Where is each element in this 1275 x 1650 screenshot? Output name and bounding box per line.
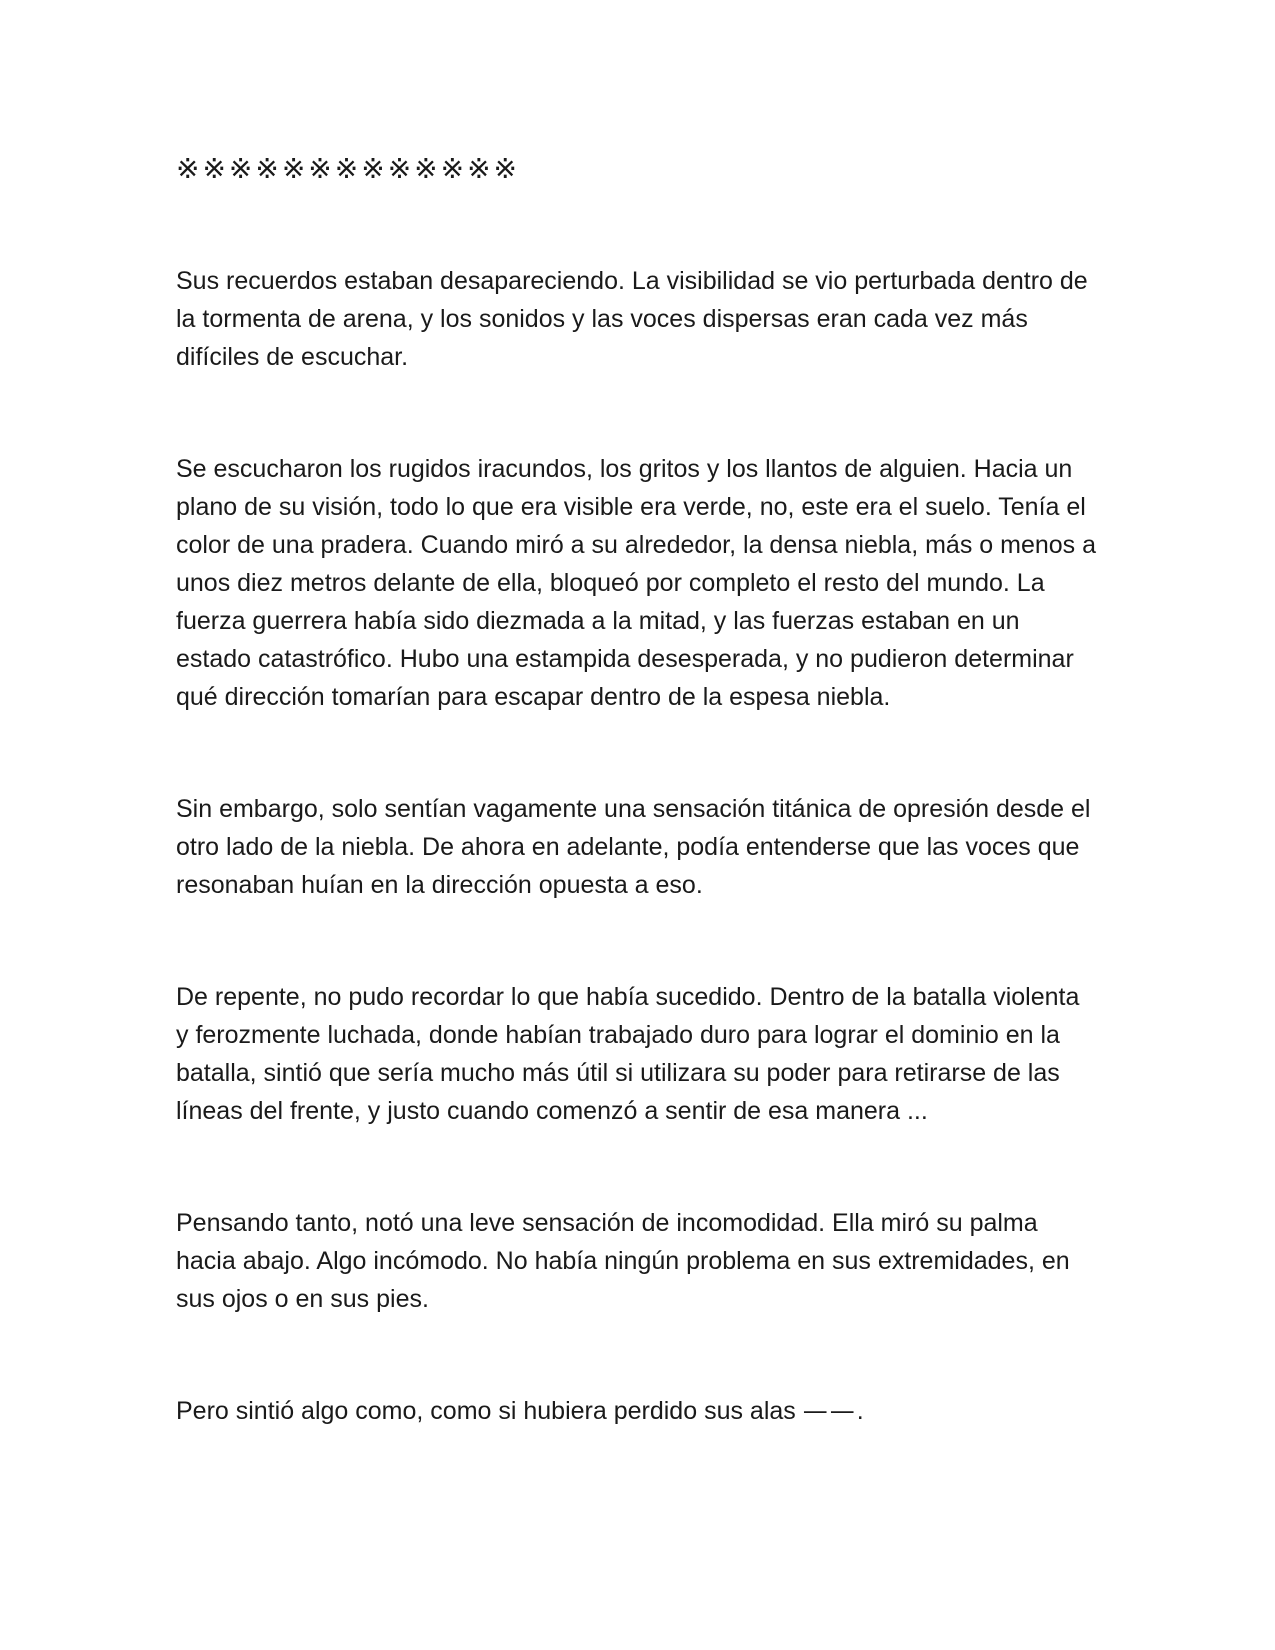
paragraph-3: Sin embargo, solo sentían vagamente una sensación titánica de opresión desde el otro lado de la niebla. De ahora en adelante, podía entenderse que las voces que resonaban huían en la dirección opuesta a eso. [176, 795, 1091, 899]
em-dash: —— [802, 1396, 857, 1425]
paragraph-6-text: Pero sintió algo como, como si hubiera perdido sus alas [176, 1397, 803, 1425]
section-separator: ※※※※※※※※※※※※※ [176, 152, 520, 185]
paragraph-5: Pensando tanto, notó una leve sensación de incomodidad. Ella miró su palma hacia abajo. Algo incómodo. No había ningún problema en sus extremidades, en sus ojos o en sus pies. [176, 1209, 1070, 1313]
paragraph-6 [176, 1392, 1096, 1430]
paragraph-6-end: . [856, 1397, 864, 1425]
paragraph-2: Se escucharon los rugidos iracundos, los gritos y los llantos de alguien. Hacia un plano de su visión, todo lo que era visible era verde, no, este era el suelo. Tenía el color de una pradera. Cuando miró a su alrededor, la densa niebla, más o menos a unos diez metros delante de ella, bloqueó por completo el resto del mundo. La fuerza guerrera había sido diezmada a la mitad, y las fuerzas estaban en un estado catastrófico. Hubo una estampida desesperada, y no pudieron determinar qué dirección tomarían para escapar dentro de la espesa niebla. [176, 455, 1097, 711]
paragraph-1: Sus recuerdos estaban desapareciendo. La visibilidad se vio perturbada dentro de la tormenta de arena, y los sonidos y las voces dispersas eran cada vez más difíciles de escuchar. [176, 267, 1088, 371]
paragraph-4: De repente, no pudo recordar lo que había sucedido. Dentro de la batalla violenta y ferozmente luchada, donde habían trabajado duro para lograr el dominio en la batalla, sintió que sería mucho más útil si utilizara su poder para retirarse de las líneas del frente, y justo cuando comenzó a sentir de esa manera ... [176, 983, 1080, 1125]
document-body [176, 150, 1096, 1430]
